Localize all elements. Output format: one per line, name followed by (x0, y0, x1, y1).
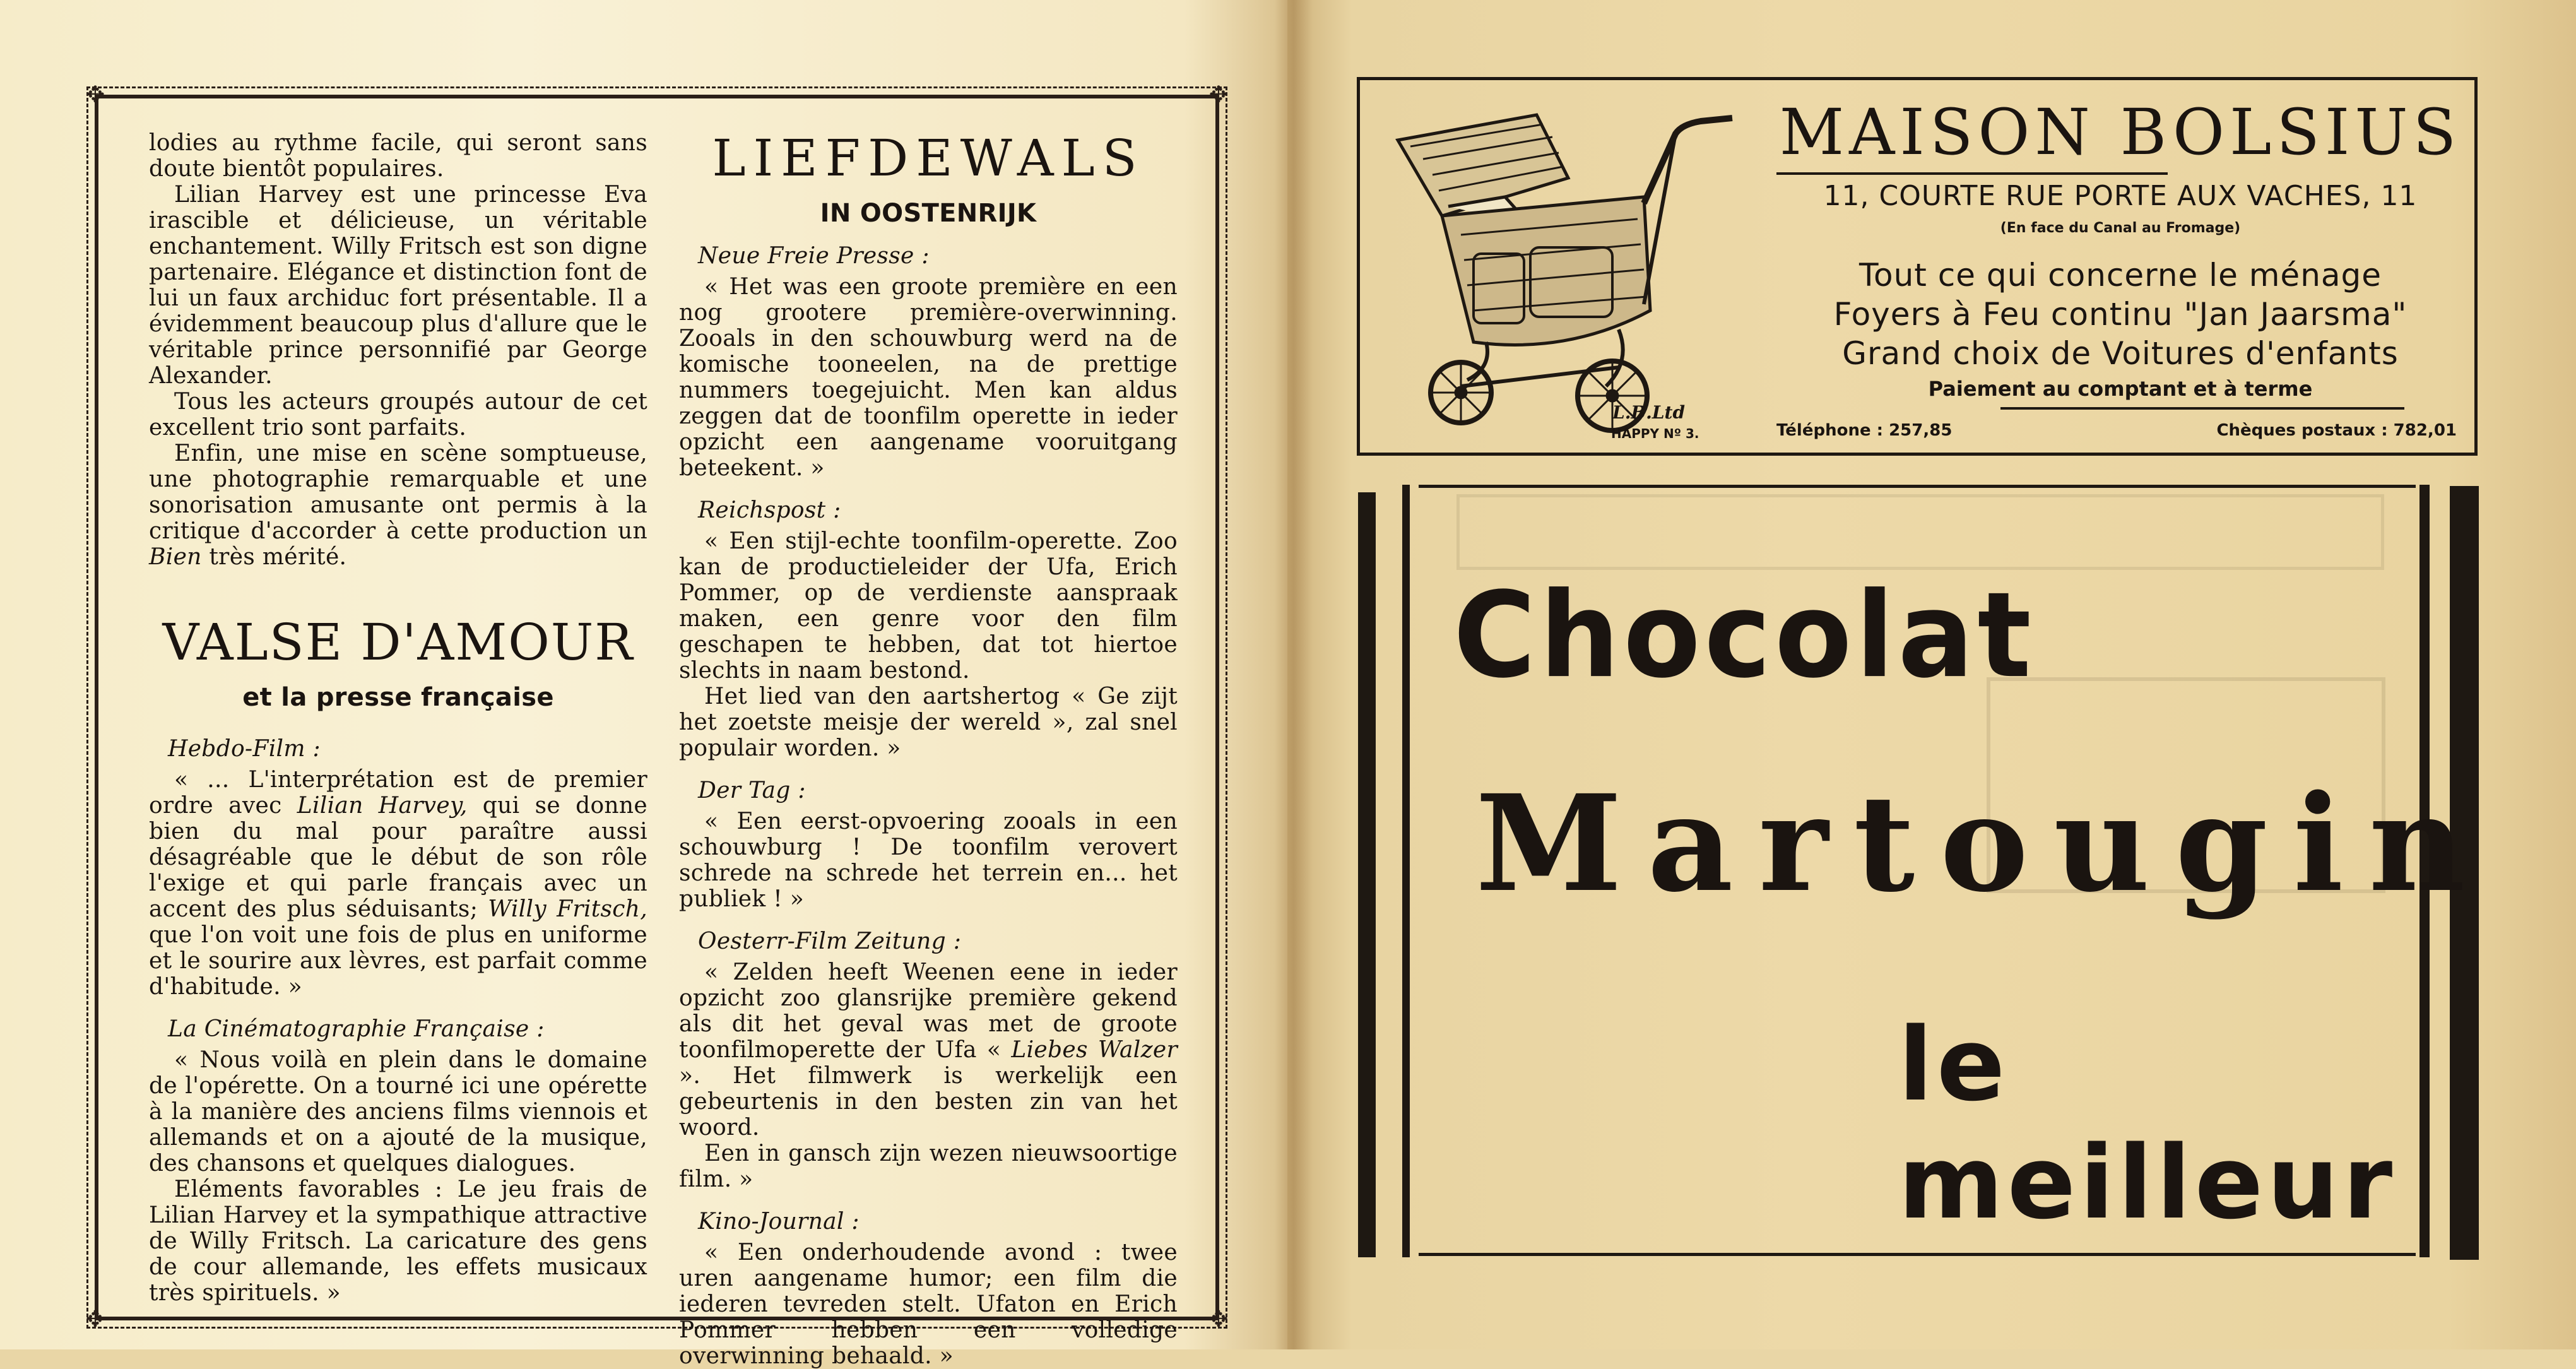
pram-model: HAPPY Nº 3. (1611, 426, 1699, 441)
text-paragraph: Lilian Harvey est une princesse Eva irascible et délicieuse, un véritable enchantement. Willy Fritsch est son digne partenaire. Elégance et distinction font de lui un faux archiduc fort présentable. Il a évidemment beaucoup plus d'allure que le véritable prince personnifié par George Alexander. (149, 182, 647, 389)
offer-line: Grand choix de Voitures d'enfants (1842, 335, 2399, 372)
frame-corner-ornament: ✥ (85, 1307, 105, 1332)
telephone: Téléphone : 257,85 (1776, 421, 1953, 440)
quote-paragraph: « Een onderhoudende avond : twee uren aangename humor; een film die iederen tevreden stelt. Ufaton en Erich Pommer hebben een volledige overwinning behaald. » (679, 1240, 1178, 1369)
quote-paragraph: « ... L'interprétation est de premier ordre avec Lilian Harvey, qui se donne bien du mal pour paraître aussi désagréable que le début de son rôle l'exige et qui parle français avec un accent des plus séduisants; Willy Fritsch, que l'on voit une fois de plus en uniforme et le sourire aux lèvres, est parfait comme d'habitude. » (149, 767, 647, 1000)
quote-paragraph: « Het was een groote première en een nog grootere première-overwinning. Zooals in den schouwburg werd na de komische tooneelen, na de prettige nummers toegejuicht. Men kan aldus zeggen dat de toonfilm operette in ieder opzicht een aangename vooruitgang beteekent. » (679, 274, 1178, 481)
source-name: Reichspost : (698, 497, 841, 523)
text-paragraph: lodies au rythme facile, qui seront sans doute bientôt populaires. (149, 130, 647, 182)
quote-paragraph: « Een eerst-opvoering zooals in een schouwburg ! De toonfilm verovert schrede na schrede het terrein en... het publiek ! » (679, 809, 1178, 912)
border-bar (1358, 492, 1376, 1257)
article-frame (85, 82, 1229, 1369)
source-name: Der Tag : (698, 778, 806, 803)
text-paragraph: Tous les acteurs groupés autour de cet excellent trio sont parfaits. (149, 389, 647, 441)
frame-corner-ornament: ✥ (85, 82, 105, 108)
subheadline: et la presse française (242, 683, 554, 712)
quote-paragraph: « Zelden heeft Weenen eene in ieder opzicht zoo glansrijke première gekend als dit het geval was met de groote toonfilmoperette der Ufa « Liebes Walzer ». Het filmwerk is werkelijk een gebeurtenis in den besten zin van het woord. (679, 959, 1178, 1141)
text-paragraph: Enfin, une mise en scène somptueuse, une photographie remarquable et une sonorisation amusante ont permis à la critique d'accorder à cette production un Bien très mérité. (149, 441, 647, 570)
pram-illustration (1379, 96, 1789, 449)
border-bar (1402, 485, 1410, 1257)
source-name: Kino-Journal : (698, 1209, 860, 1235)
quote-paragraph: « Een stijl-echte toonfilm-operette. Zoo kan de productieleider der Ufa, Erich Pommer, op de verdienste aanspraak maken, een genre voor den film geschapen te hebben, dat tot hiertoe slechts in naam bestond. (679, 528, 1178, 684)
frame-corner-ornament: ✥ (1208, 82, 1229, 108)
frame-corner-ornament: ✥ (1208, 1307, 1229, 1332)
offer-line: Foyers à Feu continu "Jan Jaarsma" (1833, 296, 2408, 333)
source-name: Neue Freie Presse : (698, 243, 930, 269)
ad-maison-bolsius (1357, 77, 2478, 456)
payment-terms: Paiement au comptant et à terme (1928, 377, 2313, 401)
rule-divider (2000, 407, 2404, 410)
brand-word-chocolat: Chocolat (1453, 566, 2035, 704)
quote-paragraph: Een in gansch zijn wezen nieuwsoortige film. » (679, 1141, 1178, 1192)
article-column-right (679, 130, 1178, 1369)
ad-chocolat-martougin (1419, 485, 2491, 1256)
offer-line: Tout ce qui concerne le ménage (1858, 257, 2382, 293)
source-name: Hebdo-Film : (168, 736, 321, 762)
quote-paragraph: « Nous voilà en plein dans le domaine de l'opérette. On a tourné ici une opérette à la manière des anciens films viennois et allemands et on a ajouté de la musique, des chansons et quelques dialogues. (149, 1047, 647, 1176)
shop-address: 11, COURTE RUE PORTE AUX VACHES, 11 (1823, 180, 2418, 212)
rule-divider (1776, 172, 2168, 175)
bleed-through-shading (1456, 494, 2384, 570)
tagline-le-meilleur: le meilleur (1898, 1005, 2397, 1242)
address-note: (En face du Canal au Fromage) (2000, 220, 2241, 236)
headline-liefdewals: LIEFDEWALS (712, 129, 1145, 187)
subheadline: IN OOSTENRIJK (820, 199, 1037, 228)
brand-word-martougin: Martougin (1475, 766, 2491, 922)
shop-name: MAISON BOLSIUS (1779, 95, 2462, 169)
source-name: La Cinématographie Française : (168, 1016, 545, 1042)
article-column-left (149, 130, 647, 1306)
headline-valse-damour: VALSE D'AMOUR (162, 613, 634, 672)
book-gutter (1275, 0, 1313, 1349)
postal-cheques: Chèques postaux : 782,01 (2216, 421, 2457, 440)
quote-paragraph: Eléments favorables : Le jeu frais de Lilian Harvey et la sympathique attractive de Willy Fritsch. La caricature des gens de cour allemande, les effets musicaux très spirituels. » (149, 1176, 647, 1306)
quote-paragraph: Het lied van den aartshertog « Ge zijt het zoetste meisje der wereld », zal snel populair worden. » (679, 684, 1178, 761)
maker-mark: L.B.Ltd (1612, 402, 1686, 423)
source-name: Oesterr-Film Zeitung : (698, 928, 962, 954)
